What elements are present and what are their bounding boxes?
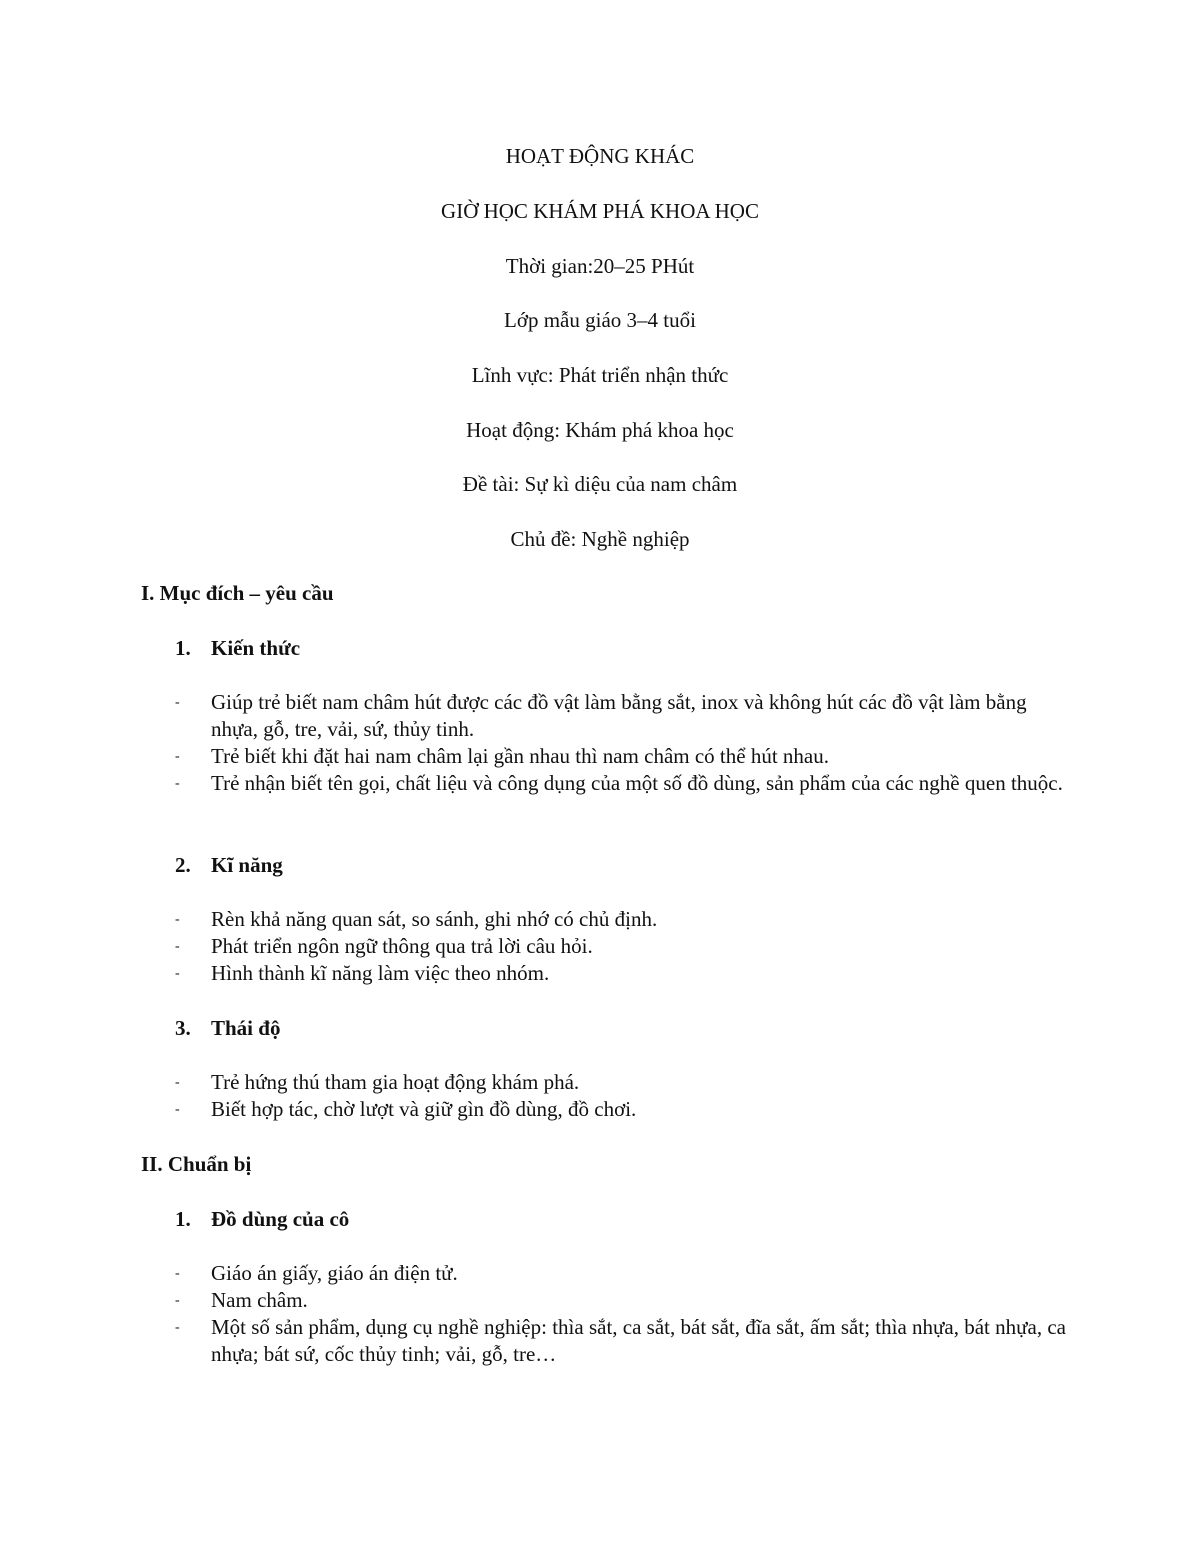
list-item-text: Trẻ hứng thú tham gia hoạt động khám phá. (211, 1070, 580, 1094)
title-line-2: GIỜ HỌC KHÁM PHÁ KHOA HỌC (441, 199, 759, 223)
list-item (175, 906, 1075, 933)
attitude-list (175, 1069, 1075, 1123)
subsection-number: 1. (175, 636, 191, 660)
subsection-knowledge-heading (175, 635, 300, 661)
subsection-teacher-materials-heading (175, 1206, 349, 1232)
subsection-number: 3. (175, 1016, 191, 1040)
list-item-text: Phát triển ngôn ngữ thông qua trả lời câu hỏi. (211, 934, 593, 958)
list-item-text: Biết hợp tác, chờ lượt và giữ gìn đồ dùng, đồ chơi. (211, 1097, 637, 1121)
bullet-dash: - (175, 939, 180, 954)
title-line-1: HOẠT ĐỘNG KHÁC (505, 144, 695, 168)
list-item-text: Giáo án giấy, giáo án điện tử. (211, 1261, 458, 1285)
list-item-text: Một số sản phẩm, dụng cụ nghề nghiệp: thìa sắt, ca sắt, bát sắt, đĩa sắt, ấm sắt; thìa nhựa, bát nhựa, ca nhựa; bát sứ, cốc thủy tinh; vải, gỗ, tre… (211, 1315, 1066, 1366)
bullet-dash: - (175, 776, 180, 791)
subsection-title: Đồ dùng của cô (211, 1207, 350, 1231)
list-item-text: Trẻ nhận biết tên gọi, chất liệu và công dụng của một số đồ dùng, sản phẩm của các nghề quen thuộc. (211, 771, 1063, 795)
activity-line: Hoạt động: Khám phá khoa học (466, 418, 734, 442)
subsection-number: 1. (175, 1207, 191, 1231)
list-item (175, 1260, 1075, 1287)
list-item-text: Giúp trẻ biết nam châm hút được các đồ vật làm bằng sắt, inox và không hút các đồ vật làm bằng nhựa, gỗ, tre, vải, sứ, thủy tinh. (211, 690, 1027, 741)
duration-line: Thời gian:20–25 PHút (505, 254, 695, 278)
bullet-dash: - (175, 912, 180, 927)
section-2-heading: II. Chuẩn bị (141, 1152, 252, 1176)
bullet-dash: - (175, 1102, 180, 1117)
topic-line: Đề tài: Sự kì diệu của nam châm (462, 472, 738, 496)
bullet-dash: - (175, 1293, 180, 1308)
list-item (175, 1314, 1075, 1368)
list-item (175, 1287, 1075, 1314)
class-line: Lớp mẫu giáo 3–4 tuổi (504, 308, 696, 332)
list-item (175, 770, 1075, 797)
subsection-number: 2. (175, 853, 191, 877)
subsection-title: Thái độ (211, 1016, 281, 1040)
skills-list (175, 906, 1075, 987)
list-item (175, 1096, 1075, 1123)
bullet-dash: - (175, 1320, 180, 1335)
teacher-materials-list (175, 1260, 1075, 1368)
list-item (175, 743, 1075, 770)
list-item (175, 1069, 1075, 1096)
bullet-dash: - (175, 749, 180, 764)
list-item-text: Trẻ biết khi đặt hai nam châm lại gần nhau thì nam châm có thể hút nhau. (211, 744, 829, 768)
subsection-title: Kiến thức (211, 636, 301, 660)
bullet-dash: - (175, 695, 180, 710)
theme-line: Chủ đề: Nghề nghiệp (510, 527, 690, 551)
list-item-text: Rèn khả năng quan sát, so sánh, ghi nhớ có chủ định. (211, 907, 658, 931)
knowledge-list (175, 689, 1075, 797)
subsection-skills-heading (175, 852, 283, 878)
field-line: Lĩnh vực: Phát triển nhận thức (471, 363, 729, 387)
list-item (175, 933, 1075, 960)
bullet-dash: - (175, 1266, 180, 1281)
bullet-dash: - (175, 966, 180, 981)
list-item (175, 689, 1075, 743)
list-item-text: Nam châm. (211, 1288, 308, 1312)
bullet-dash: - (175, 1075, 180, 1090)
list-item-text: Hình thành kĩ năng làm việc theo nhóm. (211, 961, 550, 985)
subsection-attitude-heading (175, 1015, 280, 1041)
subsection-title: Kĩ năng (211, 853, 283, 877)
list-item (175, 960, 1075, 987)
section-1-heading: I. Mục đích – yêu cầu (141, 581, 334, 605)
